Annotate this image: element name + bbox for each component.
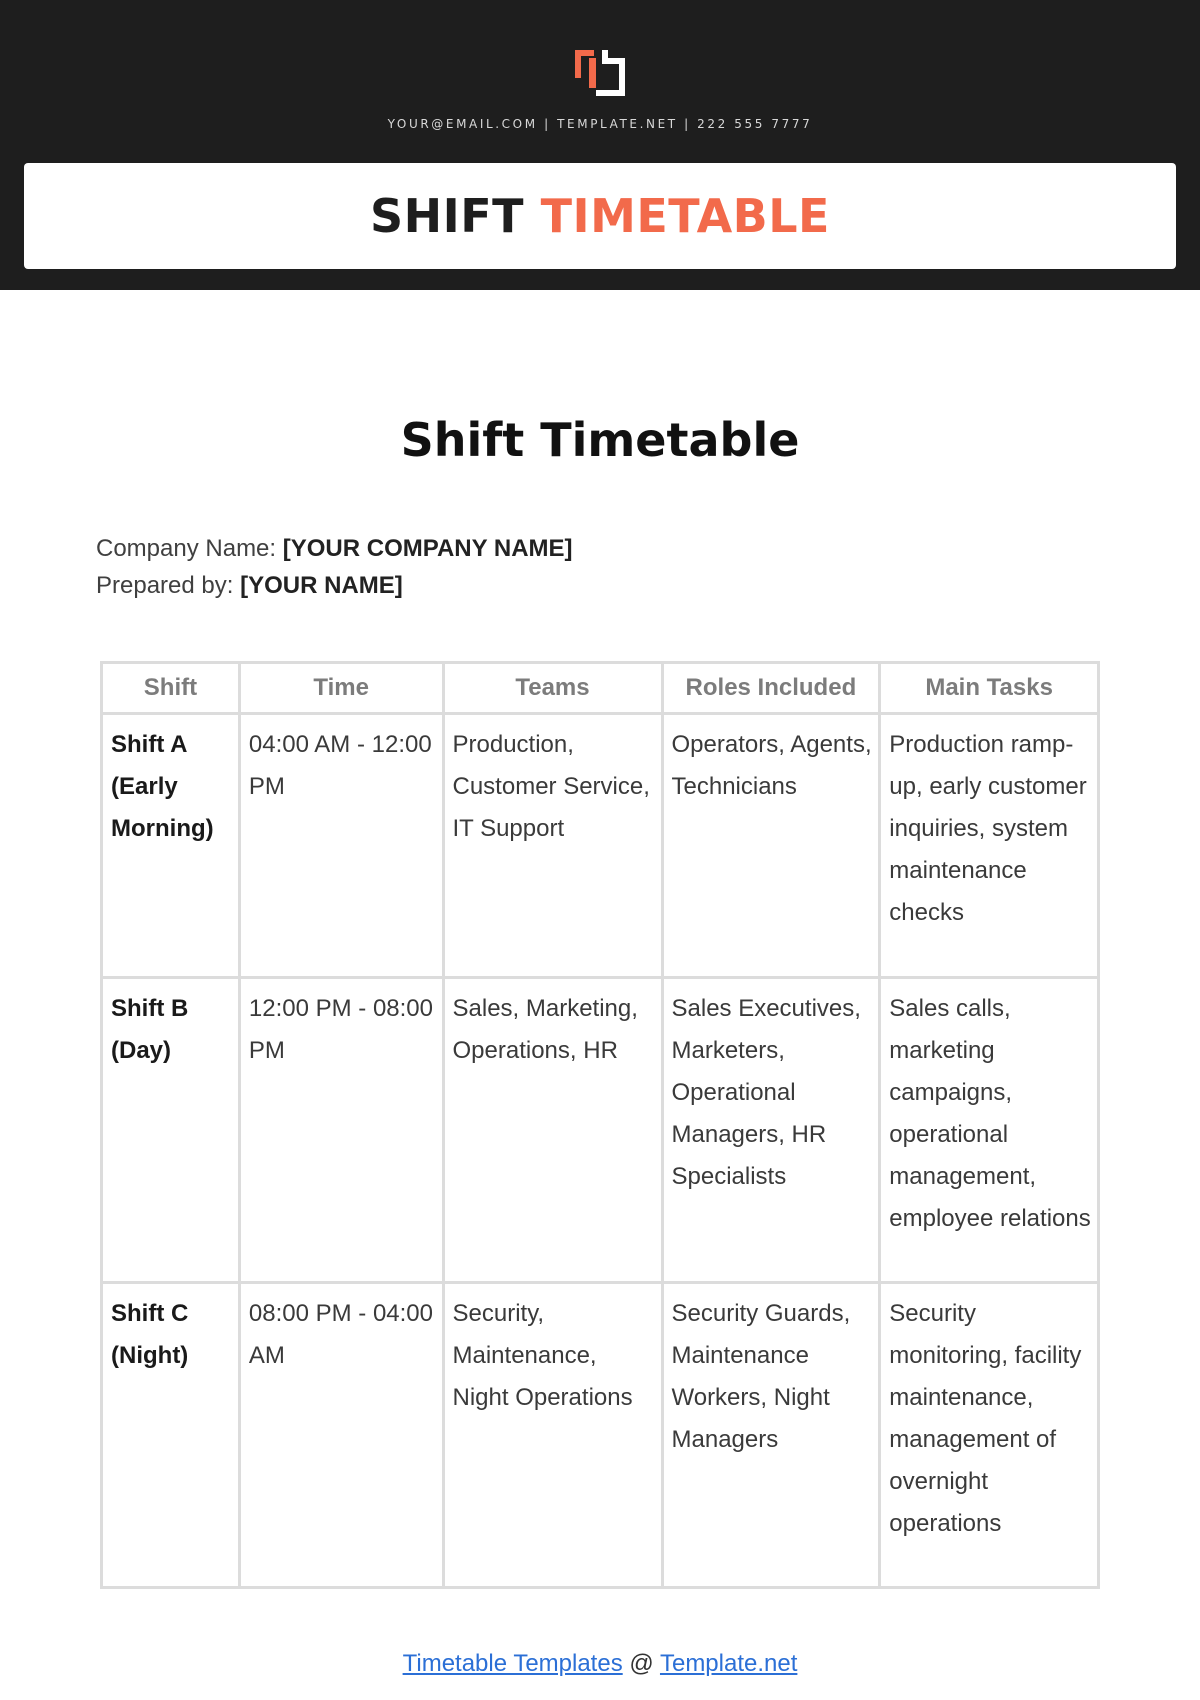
- table-row: [102, 714, 1099, 978]
- shift-cell: Shift A (Early Morning): [102, 714, 240, 978]
- footer: [0, 1650, 1200, 1678]
- teams-cell: Production, Customer Service, IT Support: [443, 714, 662, 978]
- banner-title: [24, 163, 1176, 269]
- column-header-shift: Shift: [102, 663, 240, 714]
- shift-cell: Shift C (Night): [102, 1283, 240, 1588]
- prepared-value: [YOUR NAME]: [240, 572, 403, 599]
- teams-cell: Sales, Marketing, Operations, HR: [443, 978, 662, 1283]
- prepared-label: Prepared by:: [96, 572, 234, 599]
- page-title: Shift Timetable: [400, 413, 800, 467]
- time-cell: 12:00 PM - 08:00 PM: [239, 978, 443, 1283]
- template-net-link[interactable]: Template.net: [659, 1650, 798, 1677]
- tasks-cell: Production ramp-up, early customer inquiries, system maintenance checks: [880, 714, 1099, 978]
- table-row: [102, 978, 1099, 1283]
- column-header-teams: Teams: [443, 663, 662, 714]
- shift-table: [100, 661, 1100, 1589]
- tasks-cell: Sales calls, marketing campaigns, operational management, employee relations: [880, 978, 1099, 1283]
- banner-title-part2: TIMETABLE: [540, 189, 830, 243]
- column-header-roles: Roles Included: [662, 663, 880, 714]
- roles-cell: Sales Executives, Marketers, Operational Managers, HR Specialists: [662, 978, 880, 1283]
- contact-line: YOUR@EMAIL.COM | TEMPLATE.NET | 222 555 7777: [387, 117, 813, 131]
- table-row: [102, 1283, 1099, 1588]
- table-header-row: [102, 663, 1099, 714]
- prepared-line: [96, 567, 573, 604]
- banner-title-part1: SHIFT: [370, 189, 541, 243]
- tasks-cell: Security monitoring, facility maintenance, management of overnight operations: [880, 1283, 1099, 1588]
- company-line: [96, 530, 573, 567]
- timetable-templates-link[interactable]: Timetable Templates: [402, 1650, 623, 1677]
- time-cell: 08:00 PM - 04:00 AM: [239, 1283, 443, 1588]
- teams-cell: Security, Maintenance, Night Operations: [443, 1283, 662, 1588]
- time-cell: 04:00 AM - 12:00 PM: [239, 714, 443, 978]
- roles-cell: Operators, Agents, Technicians: [662, 714, 880, 978]
- footer-separator: @: [622, 1650, 660, 1677]
- roles-cell: Security Guards, Maintenance Workers, Night Managers: [662, 1283, 880, 1588]
- company-label: Company Name:: [96, 535, 277, 562]
- company-value: [YOUR COMPANY NAME]: [282, 535, 573, 562]
- shift-cell: Shift B (Day): [102, 978, 240, 1283]
- column-header-tasks: Main Tasks: [880, 663, 1099, 714]
- document-meta: [96, 530, 573, 604]
- document-header: [0, 0, 1200, 290]
- column-header-time: Time: [239, 663, 443, 714]
- bracket-frame-logo-icon: [572, 48, 628, 98]
